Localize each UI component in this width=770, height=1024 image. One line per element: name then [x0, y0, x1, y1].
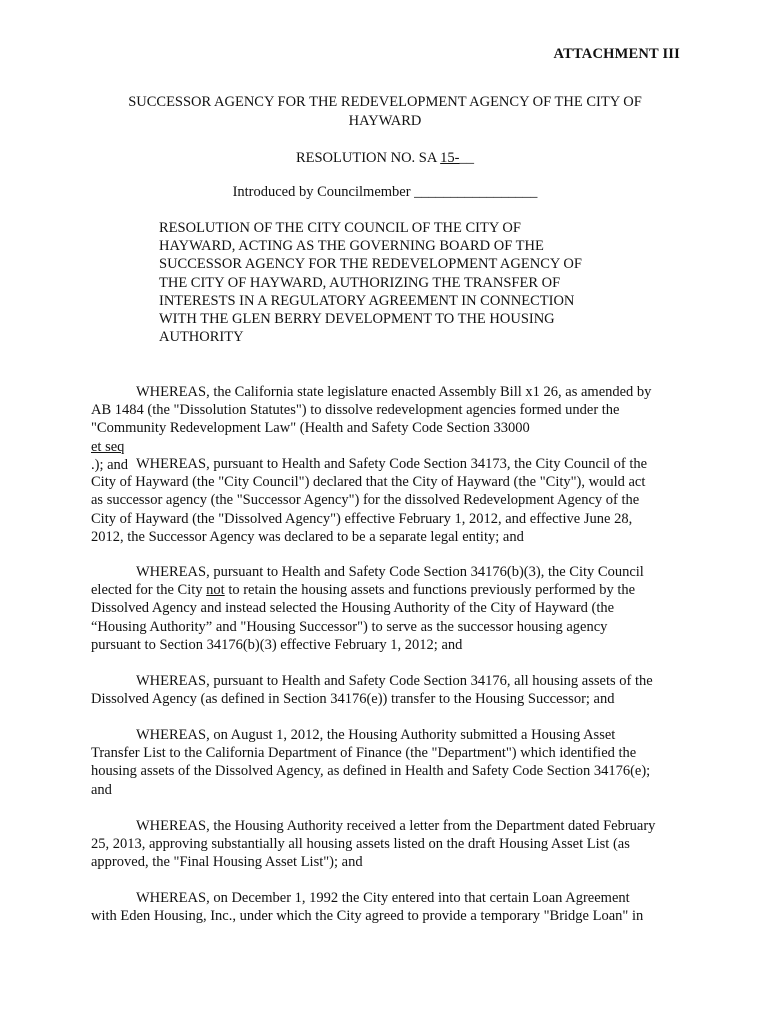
title-line: RESOLUTION OF THE CITY COUNCIL OF THE CITY OF: [159, 220, 521, 236]
paragraph-line: WHEREAS, pursuant to Health and Safety Code Section 34173, the City Council of the: [136, 456, 648, 472]
paragraph-line: as successor agency (the "Successor Agency") for the dissolved Redevelopment Agency of the: [91, 492, 640, 509]
paragraph-line: [91, 581, 691, 599]
resolution-title-block: [159, 219, 619, 346]
paragraph-line: WHEREAS, the Housing Authority received a letter from the Department dated February: [136, 818, 656, 834]
resolution-number-value: 15-: [440, 150, 460, 166]
line-text: .); and: [91, 456, 129, 473]
line-text: to retain the housing assets and functions previously performed by the: [224, 582, 636, 599]
paragraph-line: Dissolved Agency (as defined in Section 34176(e)) transfer to the Housing Successor; and: [91, 691, 615, 708]
introduced-by: Introduced by Councilmember _________________: [232, 184, 538, 200]
paragraph-line: 2012, the Successor Agency was declared to be a separate legal entity; and: [91, 528, 524, 545]
line-text: "Community Redevelopment Law" (Health and Safety Code Section 33000: [91, 420, 530, 437]
paragraph-line: WHEREAS, pursuant to Health and Safety Code Section 34176(b)(3), the City Council: [136, 564, 644, 580]
title-line: HAYWARD, ACTING AS THE GOVERNING BOARD OF THE: [159, 238, 544, 255]
whereas-paragraph-5: [91, 726, 691, 799]
paragraph-line: WHEREAS, pursuant to Health and Safety Code Section 34176, all housing assets of the: [136, 673, 653, 689]
agency-heading: [0, 93, 770, 131]
title-line: SUCCESSOR AGENCY FOR THE REDEVELOPMENT AGENCY OF: [159, 256, 582, 273]
title-line: WITH THE GLEN BERRY DEVELOPMENT TO THE HOUSING: [159, 311, 555, 328]
attachment-label: ATTACHMENT III: [553, 46, 680, 62]
paragraph-line: WHEREAS, on August 1, 2012, the Housing Authority submitted a Housing Asset: [136, 727, 616, 743]
whereas-paragraph-6: [91, 817, 691, 872]
title-line: THE CITY OF HAYWARD, AUTHORIZING THE TRANSFER OF: [159, 274, 561, 291]
line-text: elected for the City: [91, 582, 207, 599]
not-text: not: [206, 582, 225, 599]
paragraph-line: City of Hayward (the "Dissolved Agency") effective February 1, 2012, and effective June 28,: [91, 510, 633, 527]
paragraph-line: and: [91, 781, 112, 798]
paragraph-line: AB 1484 (the "Dissolution Statutes") to dissolve redevelopment agencies formed under the: [91, 402, 620, 419]
whereas-paragraph-7: [91, 889, 691, 925]
agency-heading-line: SUCCESSOR AGENCY FOR THE REDEVELOPMENT AGENCY OF THE CITY OF: [128, 94, 642, 110]
resolution-number: [0, 150, 770, 167]
agency-heading-line: HAYWARD: [348, 113, 422, 129]
paragraph-line: pursuant to Section 34176(b)(3) effective February 1, 2012; and: [91, 636, 463, 653]
whereas-paragraph-4: [91, 672, 691, 708]
title-line: INTERESTS IN A REGULATORY AGREEMENT IN CONNECTION: [159, 292, 575, 309]
whereas-paragraph-2: [91, 455, 691, 546]
resolution-number-blank: __: [459, 150, 475, 166]
resolution-prefix: RESOLUTION NO. SA: [295, 150, 441, 166]
whereas-paragraph-3: [91, 563, 691, 654]
paragraph-line: housing assets of the Dissolved Agency, as defined in Health and Safety Code Section 34176(e);: [91, 763, 651, 780]
paragraph-line: Dissolved Agency and instead selected the Housing Authority of the City of Hayward (the: [91, 600, 615, 617]
paragraph-line: WHEREAS, the California state legislature enacted Assembly Bill x1 26, as amended by: [136, 384, 652, 400]
paragraph-line: City of Hayward (the "City Council") declared that the City of Hayward (the "City"), would act: [91, 474, 646, 491]
paragraph-line: Transfer List to the California Department of Finance (the "Department") which identified the: [91, 745, 637, 762]
paragraph-line: 25, 2013, approving substantially all housing assets listed on the draft Housing Asset List (as: [91, 836, 630, 853]
paragraph-line: with Eden Housing, Inc., under which the City agreed to provide a temporary "Bridge Loan" in: [91, 908, 644, 925]
paragraph-line: WHEREAS, on December 1, 1992 the City entered into that certain Loan Agreement: [136, 890, 630, 906]
paragraph-line: “Housing Authority” and "Housing Successor") to serve as the successor housing agency: [91, 618, 608, 635]
title-line: AUTHORITY: [159, 329, 244, 346]
paragraph-line: approved, the "Final Housing Asset List"); and: [91, 854, 363, 871]
et-seq-text: et seq: [91, 438, 125, 455]
